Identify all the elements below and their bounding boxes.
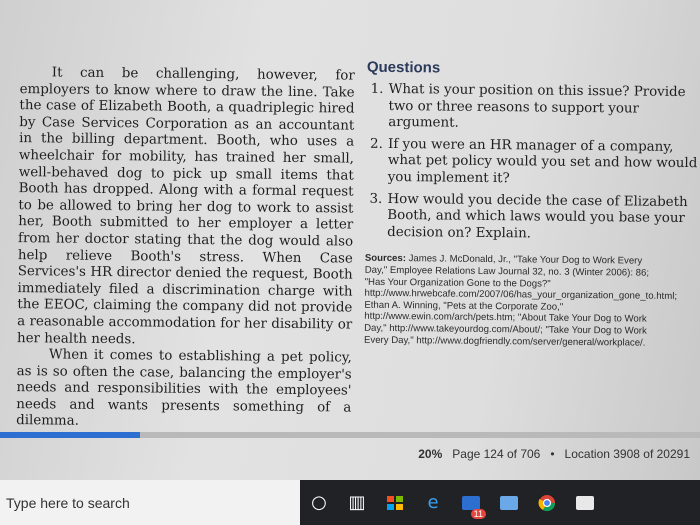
cortana-icon[interactable]: ○	[311, 492, 327, 513]
page-indicator: Page 124 of 706	[452, 447, 541, 461]
reading-progress-fill	[0, 432, 140, 438]
question-item	[366, 82, 700, 135]
store-icon[interactable]	[376, 480, 414, 525]
percent-read: 20%	[418, 447, 443, 461]
status-separator: •	[550, 447, 555, 461]
sources-label: Sources:	[364, 253, 407, 265]
question-text: What is your position on this issue? Provide two or three reasons to support your argument.	[388, 81, 686, 131]
kindle-icon[interactable]	[566, 480, 604, 525]
question-text: If you were an HR manager of a company, what pet policy would you set and how would you implement it?	[387, 136, 698, 187]
mail-badge-count: 11	[471, 509, 486, 519]
right-column	[364, 59, 700, 350]
task-view-icon[interactable]: ▥	[348, 492, 366, 513]
question-number: 3.	[369, 191, 383, 207]
mail-icon[interactable]	[452, 480, 490, 525]
questions-list	[365, 82, 700, 245]
reader-status-bar	[418, 447, 690, 461]
chrome-icon[interactable]	[528, 480, 566, 525]
question-number: 2.	[370, 136, 383, 152]
question-item	[365, 191, 700, 244]
taskbar-search-input[interactable]	[0, 480, 300, 525]
questions-heading: Questions	[366, 58, 441, 77]
book-page	[8, 55, 700, 472]
case-paragraph-1: It can be challenging, however, for employers to know where to draw the line. Take the case of Elizabeth Booth, a quadriplegic hired by Case Services Corporation as an accountant in the billing department. Booth, who uses a wheelchair for mobility, has trained her small, well-behaved dog to pick up small items that Booth has dropped. Along with a formal request to be allowed to bring her dog to work to assist her, Booth submitted to her employer a letter from her doctor stating that the dog would also help relieve Booth's stress. When Case Services's HR director denied the request, Booth immediately filed a discrimination charge with the EEOC, claiming the company did not provide a reasonable accommodation for her disability or her health needs.	[16, 65, 355, 347]
location-indicator: Location 3908 of 20291	[564, 447, 690, 461]
sources-block	[363, 253, 678, 349]
edge-browser-icon[interactable]: e	[427, 492, 439, 513]
photos-icon[interactable]	[490, 480, 528, 525]
question-item	[366, 136, 700, 189]
left-column	[16, 65, 355, 434]
case-paragraph-2: When it comes to establishing a pet policy, as is so often the case, balancing the employer's needs and responsibilities with the employees' needs and wants presents something of a dilemma.	[16, 347, 352, 430]
search-placeholder: Type here to search	[6, 494, 130, 511]
reading-progress-bar[interactable]	[0, 432, 700, 438]
question-number: 1.	[370, 81, 384, 97]
question-text: How would you decide the case of Elizabeth Booth, and which laws would you base your decision on? Explain.	[387, 191, 688, 242]
windows-taskbar	[0, 480, 700, 525]
sources-text: James J. McDonald, Jr., "Take Your Dog to Work Every Day," Employee Relations Law Journal 32, no. 3 (Winter 2006): 86; "Has Your Organization Gone to the Dogs?" http://www.hrwebcafe.com/2007/06/has_your_organization_gone_to.html; Ethan A. Winning, "Pets at the Corporate Zoo," http://www.ewin.com/arch/pets.htm; "About Take Your Dog to Work Day," http://www.takeyourdog.com/About/; "Take Your Dog to Work Every Day," http://www.dogfriendly.com/server/general/workplace/.	[363, 253, 678, 349]
